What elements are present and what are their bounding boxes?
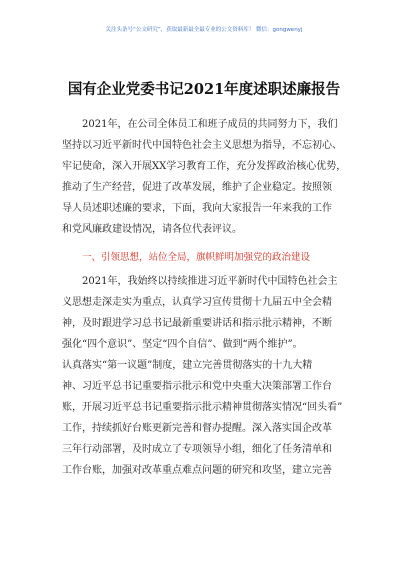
text-line: 2021年，我始终以持续推进习近平新时代中国特色社会主: [82, 276, 338, 287]
text-line: 账，开展习近平总书记重要指示批示精神贯彻落实情况“回头看”: [62, 402, 343, 413]
text-line: 和党风廉政建设情况，请各位代表评议。: [62, 224, 242, 235]
text-line: 神、习近平总书记重要指示批示和党中央重大决策部署工作台: [62, 381, 332, 392]
text-line: 神，及时跟进学习总书记最新重要讲话和指示批示精神，不断: [62, 318, 332, 329]
text-line: 义思想走深走实为重点，认真学习宣传贯彻十九届五中全会精: [62, 297, 332, 308]
text-line: 导人员述职述廉的要求，下面，我向大家报告一年来我的工作: [62, 203, 332, 214]
text-line: 三年行动部署，及时成立了专项领导小组，细化了任务清单和: [62, 444, 332, 455]
paragraph-section-1: [62, 271, 352, 481]
text-line: 2021年，在公司全体员工和班子成员的共同努力下，我们: [82, 119, 338, 130]
text-line: 认真落实“第一议题”制度，建立完善贯彻落实的十九大精: [62, 360, 313, 371]
text-line: 工作，持续抓好台账更新完善和督办提醒。深入落实国企改革: [62, 423, 332, 434]
text-line: 强化“四个意识”、坚定“四个自信”、做到“两个维护”。: [62, 339, 303, 350]
text-line: 推动了生产经营，促进了改革发展，维护了企业稳定。按照领: [62, 182, 332, 193]
text-line: 牢记使命，深入开展XX学习教育工作，充分发挥政治核心优势，: [62, 161, 347, 172]
paragraph-intro: [62, 114, 352, 240]
header-promo-note: 关注头条号“公文研究”，获取最新最全最专业的公文资料库！ 微信：gongwenyj: [105, 27, 303, 33]
section-heading: 一、引领思想，站位全局，旗帜鲜明加强党的政治建设: [82, 252, 311, 263]
document-title: 国有企业党委书记2021年度述职述廉报告: [67, 81, 341, 98]
text-line: 坚持以习近平新时代中国特色社会主义思想为指导，不忘初心、: [62, 140, 342, 151]
text-line: 工作台账，加强对改革重点难点问题的研究和攻坚，建立完善: [62, 465, 332, 476]
